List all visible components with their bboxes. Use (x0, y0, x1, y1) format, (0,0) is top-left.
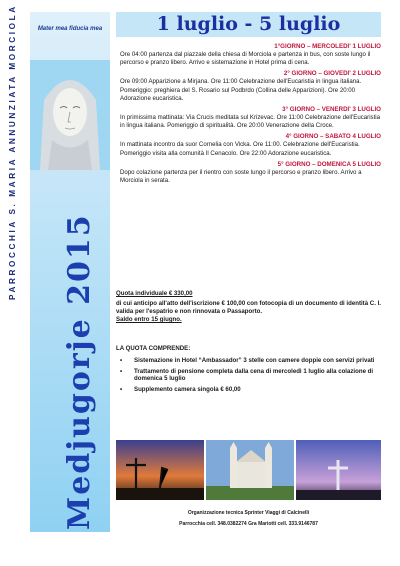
day-title: 1°GIORNO – MERCOLEDI' 1 LUGLIO (274, 43, 381, 50)
day-title: 2° GIORNO – GIOVEDI' 2 LUGLIO (283, 70, 381, 78)
price-balance: Saldo entro 15 giugno. (116, 316, 182, 323)
date-range-title: 1 luglio - 5 luglio (156, 13, 341, 35)
day-title: 3° GIORNO – VENERDI' 3 LUGLIO (282, 106, 381, 114)
day-description: In primissima mattinata: Via Crucis meditata sul Krizevac. Ore 11:00 Celebrazione dell'Eucaristia in lingua italiana. Pomeriggio di spiritualità. Ore 20:00 Venerazione della Croce. (120, 114, 381, 130)
includes-section (116, 345, 381, 397)
photo-strip (116, 440, 381, 500)
day-description: Ore 04:00 partenza dal piazzale della chiesa di Morciola e partenza in bus, con soste lungo il percorso e pranzo libero. Arrivo e sistemazione in Hotel prima di cena. (120, 51, 371, 67)
motto: Mater mea fiducia mea (37, 26, 103, 32)
madonna-statue-image (30, 60, 110, 170)
event-title: Medjugorje 2015 (62, 213, 97, 530)
day-description: In mattinata incontro da suor Cornelia con Vicka. Ore 11:00. Celebrazione dell'Eucaristia. Pomeriggio visita alla comunità Il Cenacolo. Ore 22:00 Adorazione eucaristica. (120, 141, 360, 157)
footer (116, 508, 381, 530)
parish-name: PARROCCHIA S. MARIA ANNUNZIATA MORCIOLA (8, 4, 17, 300)
church-photo (206, 440, 294, 500)
contacts-text: Parrocchia cell. 348.0382274 Gra Mariotti cell. 333.9146787 (179, 521, 318, 527)
price-section (116, 290, 381, 324)
day-description: Ore 09:00 Apparizione a Mirjana. Ore 11:00 Celebrazione dell'Eucaristia in lingua italiana. Pomeriggio: preghiera del S. Rosario sul Podbrdo (Collina delle Apparizioni). Ore 20:00 Adorazione eucaristica. (120, 78, 362, 102)
organizer-text: Organizzazione tecnica Sprinter Viaggi di Calcinelli (187, 510, 310, 516)
list-item: • Trattamento di pensione completa dalla cena di mercoledì 1 luglio alla colazione di domenica 5 luglio (116, 368, 381, 382)
list-item: • Supplemento camera singola € 60,00 (116, 386, 381, 393)
cross-sunset-photo (116, 440, 204, 500)
list-item: • Sistemazione in Hotel “Ambassador” 3 stelle con camere doppie con servizi privati (116, 357, 381, 364)
price-quota: Quota individuale € 330,00 (116, 290, 193, 297)
price-deposit: di cui anticipo all'atto dell'iscrizione € 100,00 con fotocopia di un documento di identità C. I. valida per l'espatrio e non rinnovata o Passaporto. (116, 300, 381, 315)
cross-sky-photo (296, 440, 381, 500)
day-title: 5° GIORNO – DOMENICA 5 LUGLIO (277, 160, 381, 168)
day-title: 4° GIORNO – SABATO 4 LUGLIO (285, 133, 381, 141)
includes-title: LA QUOTA COMPRENDE: (116, 345, 191, 352)
includes-list (116, 357, 381, 393)
day-description: Dopo colazione partenza per il rientro con soste lungo il percorso e pranzo libero. Arrivo a Morciola in serata. (120, 168, 362, 185)
itinerary (116, 40, 381, 187)
date-header (116, 12, 381, 37)
